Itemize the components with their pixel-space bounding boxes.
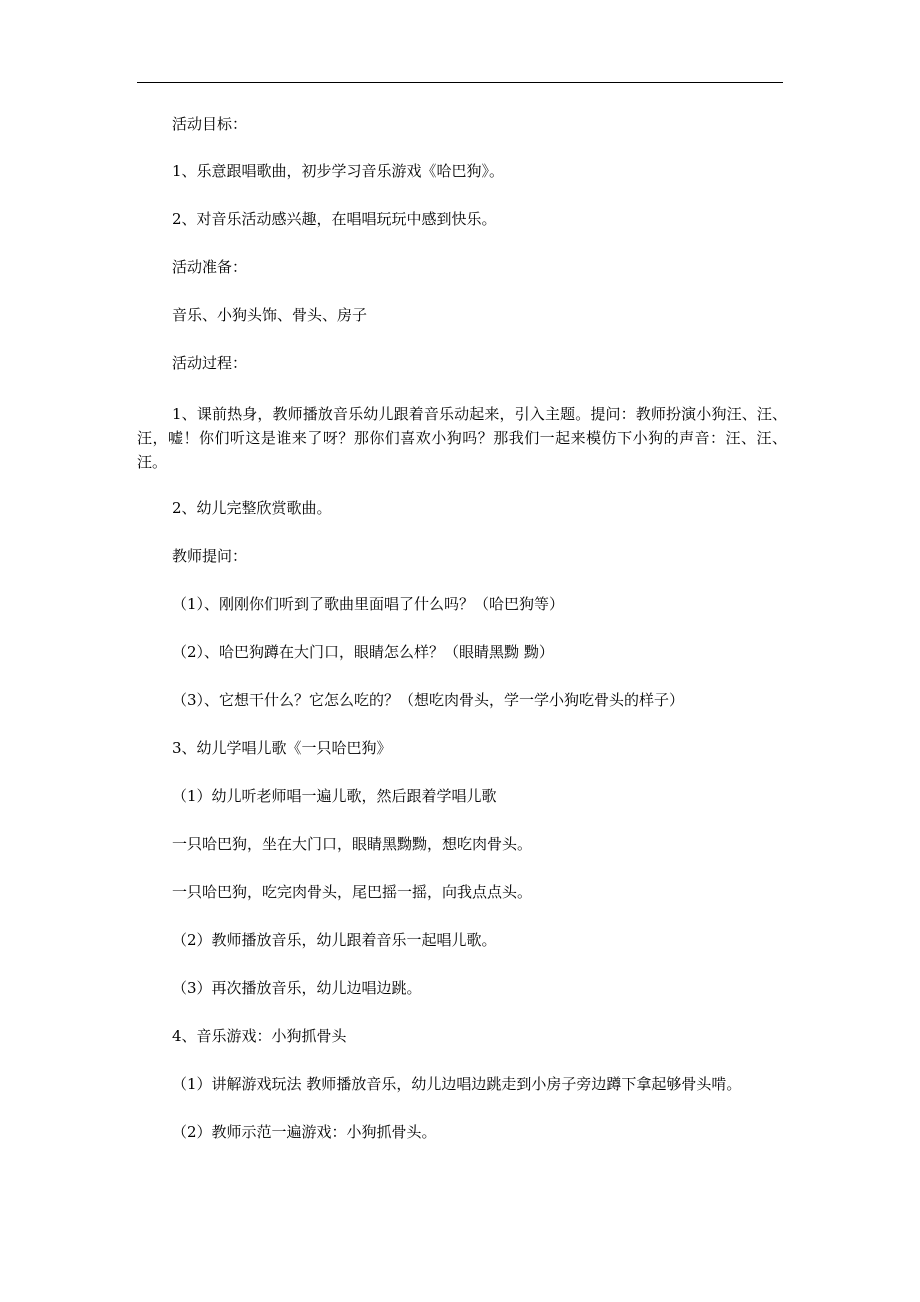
preparation-materials: 音乐、小狗头饰、骨头、房子 — [172, 306, 368, 324]
process-step-2: 2、幼儿完整欣赏歌曲。 — [172, 499, 332, 517]
heading-activity-preparation: 活动准备： — [172, 258, 248, 276]
question-1: （1）、刚刚你们听到了歌曲里面唱了什么吗？（哈巴狗等） — [172, 595, 565, 613]
question-2: （2）、哈巴狗蹲在大门口，眼睛怎么样？（眼睛黑黝 黝） — [172, 643, 554, 661]
question-3: （3）、它想干什么？它怎么吃的？（想吃肉骨头，学一学小狗吃骨头的样子） — [172, 691, 685, 709]
step-4-sub-2: （2）教师示范一遍游戏：小狗抓骨头。 — [172, 1123, 437, 1141]
process-step-3: 3、幼儿学唱儿歌《一只哈巴狗》 — [172, 739, 392, 757]
step-4-sub-1: （1）讲解游戏玩法 教师播放音乐，幼儿边唱边跳走到小房子旁边蹲下拿起够骨头啃。 — [172, 1075, 742, 1093]
goal-item-1: 1、乐意跟唱歌曲，初步学习音乐游戏《哈巴狗》。 — [172, 162, 505, 180]
step-3-sub-3: （3）再次播放音乐，幼儿边唱边跳。 — [172, 979, 422, 997]
heading-activity-process: 活动过程： — [172, 354, 248, 372]
song-lyrics-line-2: 一只哈巴狗，吃完肉骨头，尾巴摇一摇，向我点点头。 — [172, 883, 533, 901]
step-3-sub-2: （2）教师播放音乐，幼儿跟着音乐一起唱儿歌。 — [172, 931, 497, 949]
process-step-1: 1、课前热身，教师播放音乐幼儿跟着音乐动起来，引入主题。提问：教师扮演小狗汪、汪、汪，嘘！你们听这是谁来了呀？那你们喜欢小狗吗？那我们一起来模仿下小狗的声音：汪、汪、汪。 — [137, 405, 787, 471]
step-3-sub-1: （1）幼儿听老师唱一遍儿歌，然后跟着学唱儿歌 — [172, 787, 497, 805]
process-step-4: 4、音乐游戏：小狗抓骨头 — [172, 1027, 347, 1045]
goal-item-2: 2、对音乐活动感兴趣，在唱唱玩玩中感到快乐。 — [172, 210, 497, 228]
song-lyrics-line-1: 一只哈巴狗，坐在大门口，眼睛黑黝黝，想吃肉骨头。 — [172, 835, 533, 853]
heading-activity-goals: 活动目标： — [172, 115, 248, 133]
teacher-questions-heading: 教师提问： — [172, 547, 248, 565]
